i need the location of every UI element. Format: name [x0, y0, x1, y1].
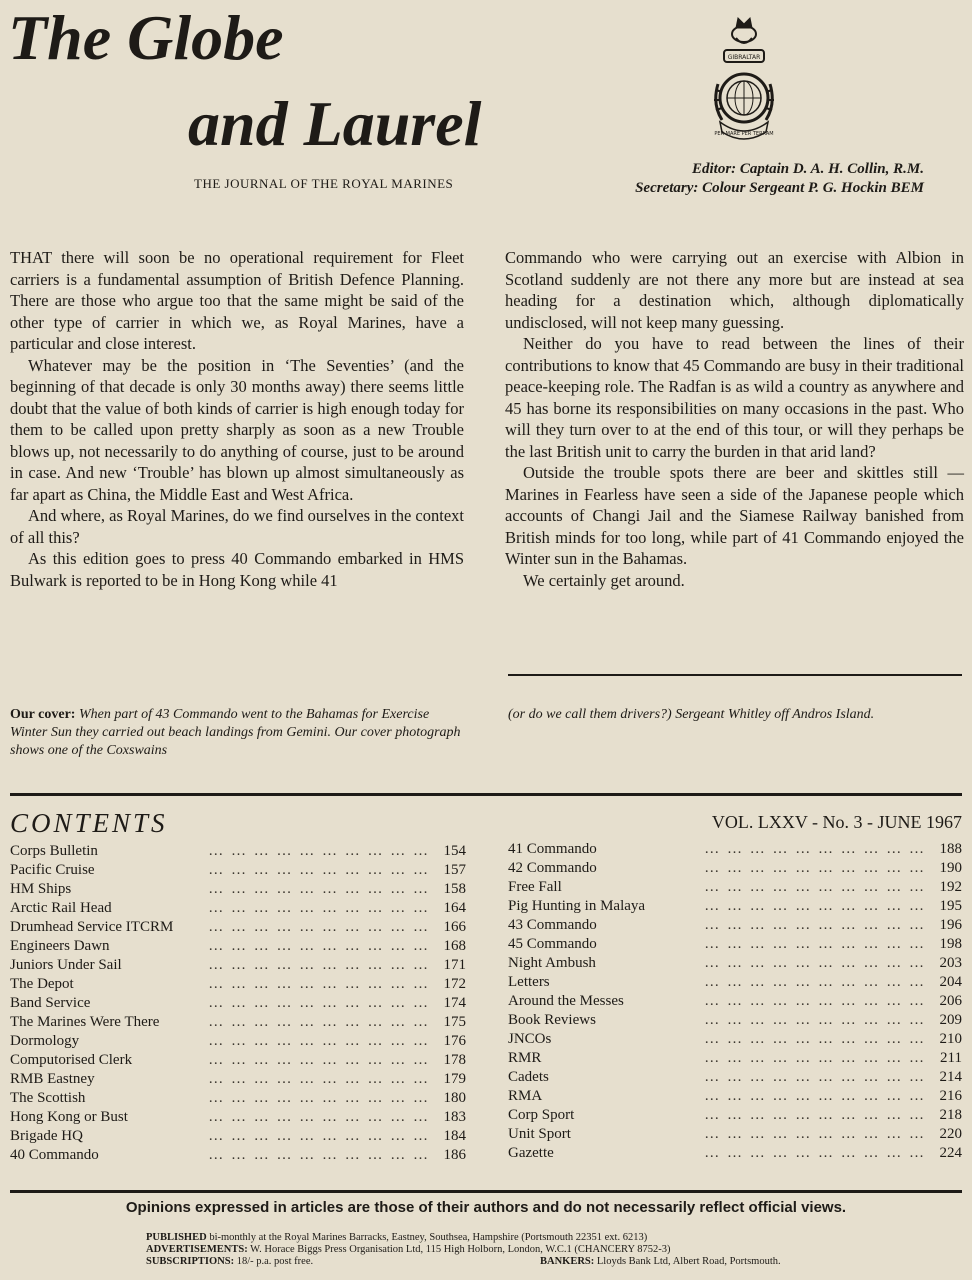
divider-rule: [10, 793, 962, 796]
editorial-paragraph: As this edition goes to press 40 Commando embarked in HMS Bulwark is reported to be in Hong Kong while 41: [10, 549, 464, 590]
contents-leader-dots: … … … … … … … … … …: [704, 1088, 926, 1104]
contents-entry[interactable]: [10, 899, 466, 918]
contents-leader-dots: … … … … … … … … … …: [704, 955, 926, 971]
contents-entry-page: 168: [443, 938, 466, 954]
divider-rule: [508, 674, 962, 676]
contents-entry[interactable]: [508, 973, 962, 992]
masthead-title-line2: and Laurel: [188, 88, 482, 159]
imprint-key: BANKERS:: [540, 1256, 595, 1267]
contents-entry-title: Arctic Rail Head: [10, 900, 116, 916]
contents-entry[interactable]: [10, 918, 466, 937]
contents-entry-page: 224: [939, 1145, 962, 1161]
contents-entry-title: Pacific Cruise: [10, 862, 99, 878]
contents-entry-page: 211: [940, 1050, 962, 1066]
contents-entry-page: 220: [939, 1126, 962, 1142]
contents-entry-title: Juniors Under Sail: [10, 957, 126, 973]
imprint-subscriptions: [146, 1256, 313, 1268]
contents-list-right: [508, 840, 962, 1163]
contents-entry[interactable]: [508, 916, 962, 935]
contents-entry[interactable]: [10, 975, 466, 994]
contents-leader-dots: … … … … … … … … … …: [208, 919, 430, 935]
contents-entry-title: The Scottish: [10, 1090, 89, 1106]
contents-leader-dots: … … … … … … … … … …: [704, 917, 926, 933]
imprint-value: bi-monthly at the Royal Marines Barracks, Eastney, Southsea, Hampshire (Portsmouth 22351 ext. 6213): [209, 1232, 648, 1243]
contents-entry-title: Dormology: [10, 1033, 83, 1049]
imprint-advertisements: [146, 1244, 671, 1256]
contents-entry[interactable]: [10, 1032, 466, 1051]
royal-marines-crest-icon: [706, 14, 782, 150]
contents-entry[interactable]: [10, 880, 466, 899]
editor-credit: Editor: Captain D. A. H. Collin, R.M.: [692, 161, 924, 177]
contents-entry-page: 196: [939, 917, 962, 933]
contents-entry-page: 178: [443, 1052, 466, 1068]
contents-entry-title: Around the Messes: [508, 993, 628, 1009]
contents-entry-title: Pig Hunting in Malaya: [508, 898, 649, 914]
contents-entry[interactable]: [508, 859, 962, 878]
contents-entry[interactable]: [508, 1011, 962, 1030]
contents-entry-page: 158: [443, 881, 466, 897]
contents-leader-dots: … … … … … … … … … …: [208, 1147, 430, 1163]
contents-entry-page: 206: [939, 993, 962, 1009]
contents-entry[interactable]: [508, 840, 962, 859]
contents-entry-page: 180: [443, 1090, 466, 1106]
contents-leader-dots: … … … … … … … … … …: [208, 1071, 430, 1087]
disclaimer-text: Opinions expressed in articles are those of their authors and do not necessarily reflect official views.: [125, 1199, 847, 1216]
contents-entry[interactable]: [508, 1030, 962, 1049]
editorial-paragraph: Commando who were carrying out an exercise with Albion in Scotland suddenly are not there any more but are instead at sea heading for a destination which, although diplomatically undisclosed, will not keep many guessing.: [505, 248, 964, 332]
contents-entry-page: 184: [443, 1128, 466, 1144]
editorial-paragraph: Outside the trouble spots there are beer and skittles still — Marines in Fearless have seen a side of the Japanese people which accounts of Changi Jail and the Siamese Railway banished from British minds for too long, while part of 41 Commando enjoyed the Winter sun in the Bahamas.: [505, 463, 964, 568]
contents-entry[interactable]: [10, 1127, 466, 1146]
contents-entry-title: 45 Commando: [508, 936, 601, 952]
contents-entry-page: 192: [939, 879, 962, 895]
contents-entry[interactable]: [10, 1089, 466, 1108]
contents-leader-dots: … … … … … … … … … …: [704, 1107, 926, 1123]
contents-entry-page: 166: [443, 919, 466, 935]
contents-entry-title: Computorised Clerk: [10, 1052, 136, 1068]
imprint-value: Lloyds Bank Ltd, Albert Road, Portsmouth.: [596, 1256, 781, 1267]
contents-entry-page: 176: [443, 1033, 466, 1049]
contents-entry-title: RMB Eastney: [10, 1071, 99, 1087]
contents-entry[interactable]: [508, 897, 962, 916]
contents-entry-title: Free Fall: [508, 879, 566, 895]
editorial-paragraph: THAT there will soon be no operational requirement for Fleet carriers is a fundamental assumption of British Defence Planning. There are those who argue too that the same might be said of the other type of carrier in which we, as Royal Marines, have a particular and close interest.: [10, 248, 464, 353]
contents-leader-dots: … … … … … … … … … …: [704, 974, 926, 990]
contents-leader-dots: … … … … … … … … … …: [208, 1090, 430, 1106]
contents-entry-page: 209: [939, 1012, 962, 1028]
contents-entry[interactable]: [10, 994, 466, 1013]
contents-entry-page: 175: [443, 1014, 466, 1030]
contents-entry-title: JNCOs: [508, 1031, 555, 1047]
contents-entry-title: 40 Commando: [10, 1147, 103, 1163]
contents-entry[interactable]: [508, 1106, 962, 1125]
contents-entry[interactable]: [10, 842, 466, 861]
contents-entry-page: 190: [939, 860, 962, 876]
contents-entry[interactable]: [508, 954, 962, 973]
contents-entry-page: 216: [939, 1088, 962, 1104]
contents-leader-dots: … … … … … … … … … …: [208, 881, 430, 897]
editorial-paragraph: And where, as Royal Marines, do we find ourselves in the context of all this?: [10, 506, 464, 547]
contents-leader-dots: … … … … … … … … … …: [208, 1052, 430, 1068]
svg-text:PER MARE PER TERRAM: PER MARE PER TERRAM: [714, 131, 774, 137]
contents-entry-title: Letters: [508, 974, 554, 990]
contents-entry-title: Hong Kong or Bust: [10, 1109, 132, 1125]
contents-entry[interactable]: [10, 1108, 466, 1127]
contents-entry-title: The Marines Were There: [10, 1014, 163, 1030]
contents-entry-title: Night Ambush: [508, 955, 600, 971]
editorial-column-left: [10, 247, 464, 591]
imprint-value: 18/- p.a. post free.: [236, 1256, 314, 1267]
contents-entry-title: Book Reviews: [508, 1012, 600, 1028]
contents-entry-page: 157: [443, 862, 466, 878]
contents-entry[interactable]: [508, 1068, 962, 1087]
contents-entry-title: Drumhead Service ITCRM: [10, 919, 177, 935]
editorial-credits: [504, 160, 924, 198]
contents-entry-title: Gazette: [508, 1145, 558, 1161]
contents-entry[interactable]: [508, 1144, 962, 1163]
contents-leader-dots: … … … … … … … … … …: [704, 1050, 926, 1066]
contents-entry-page: 174: [443, 995, 466, 1011]
contents-leader-dots: … … … … … … … … … …: [704, 1012, 926, 1028]
contents-leader-dots: … … … … … … … … … …: [208, 1033, 430, 1049]
cover-caption-text: When part of 43 Commando went to the Bahamas for Exercise Winter Sun they carried out beach landings from Gemini. Our cover photograph shows one of the Coxswains: [10, 707, 461, 758]
contents-entry[interactable]: [10, 937, 466, 956]
journal-subtitle: THE JOURNAL OF THE ROYAL MARINES: [194, 176, 454, 191]
contents-entry-page: 195: [939, 898, 962, 914]
contents-entry-page: 188: [939, 841, 962, 857]
contents-list-left: [10, 842, 466, 1165]
contents-leader-dots: … … … … … … … … … …: [208, 900, 430, 916]
divider-rule: [10, 1190, 962, 1193]
contents-leader-dots: … … … … … … … … … …: [208, 938, 430, 954]
contents-entry[interactable]: [10, 1013, 466, 1032]
contents-entry-page: 203: [939, 955, 962, 971]
contents-leader-dots: … … … … … … … … … …: [704, 898, 926, 914]
contents-entry-page: 204: [939, 974, 962, 990]
contents-entry-page: 183: [443, 1109, 466, 1125]
contents-entry-title: RMR: [508, 1050, 545, 1066]
contents-entry-page: 171: [443, 957, 466, 973]
contents-entry-page: 154: [443, 843, 466, 859]
editorial-paragraph: Neither do you have to read between the lines of their contributions to know that 45 Commando are busy in their traditional peace-keeping role. The Radfan is as wild a country as anywhere and 45 has borne its responsibilities on many occasions in the past. Who will they turn over to at the end of this tour, or will they perhaps be the last British unit to carry the burden in that arid land?: [505, 334, 964, 461]
contents-entry-title: The Depot: [10, 976, 78, 992]
cover-caption-left: [10, 706, 466, 760]
contents-entry[interactable]: [508, 935, 962, 954]
contents-entry-page: 218: [939, 1107, 962, 1123]
contents-entry[interactable]: [508, 1087, 962, 1106]
secretary-credit: Secretary: Colour Sergeant P. G. Hockin BEM: [635, 180, 924, 196]
contents-entry-page: 179: [443, 1071, 466, 1087]
contents-entry-page: 210: [939, 1031, 962, 1047]
contents-leader-dots: … … … … … … … … … …: [704, 1126, 926, 1142]
contents-leader-dots: … … … … … … … … … …: [208, 1109, 430, 1125]
contents-leader-dots: … … … … … … … … … …: [208, 862, 430, 878]
contents-leader-dots: … … … … … … … … … …: [704, 879, 926, 895]
contents-leader-dots: … … … … … … … … … …: [704, 860, 926, 876]
contents-entry-title: 42 Commando: [508, 860, 601, 876]
contents-entry-title: HM Ships: [10, 881, 75, 897]
contents-entry-title: Engineers Dawn: [10, 938, 114, 954]
imprint-published: [146, 1232, 647, 1244]
imprint-key: ADVERTISEMENTS:: [146, 1244, 248, 1255]
contents-entry-page: 198: [939, 936, 962, 952]
contents-entry[interactable]: [508, 878, 962, 897]
contents-entry-page: 186: [443, 1147, 466, 1163]
contents-entry-page: 214: [939, 1069, 962, 1085]
contents-entry-title: Unit Sport: [508, 1126, 575, 1142]
editorial-paragraph: We certainly get around.: [523, 570, 685, 590]
cover-caption-lead: Our cover:: [10, 707, 76, 722]
imprint-key: PUBLISHED: [146, 1232, 207, 1243]
contents-entry-page: 164: [443, 900, 466, 916]
contents-entry-title: Brigade HQ: [10, 1128, 87, 1144]
contents-entry-title: 43 Commando: [508, 917, 601, 933]
contents-entry-title: RMA: [508, 1088, 546, 1104]
contents-entry[interactable]: [10, 956, 466, 975]
contents-entry[interactable]: [10, 1070, 466, 1089]
contents-leader-dots: … … … … … … … … … …: [208, 843, 430, 859]
contents-entry[interactable]: [10, 1051, 466, 1070]
contents-leader-dots: … … … … … … … … … …: [704, 1031, 926, 1047]
contents-entry-title: Corps Bulletin: [10, 843, 102, 859]
contents-leader-dots: … … … … … … … … … …: [208, 1014, 430, 1030]
contents-entry[interactable]: [508, 992, 962, 1011]
contents-leader-dots: … … … … … … … … … …: [704, 993, 926, 1009]
masthead-title-line1: The Globe: [8, 2, 284, 73]
contents-leader-dots: … … … … … … … … … …: [704, 1145, 926, 1161]
contents-leader-dots: … … … … … … … … … …: [208, 957, 430, 973]
contents-entry-page: 172: [443, 976, 466, 992]
volume-info: VOL. LXXV - No. 3 - JUNE 1967: [711, 812, 962, 832]
editorial-column-right: [505, 247, 964, 591]
contents-leader-dots: … … … … … … … … … …: [208, 976, 430, 992]
imprint-value: W. Horace Biggs Press Organisation Ltd, 115 High Holborn, London, W.C.1 (CHANCERY 8752-3): [250, 1244, 671, 1255]
contents-entry-title: Band Service: [10, 995, 94, 1011]
contents-leader-dots: … … … … … … … … … …: [208, 1128, 430, 1144]
contents-entry[interactable]: [508, 1049, 962, 1068]
imprint-key: SUBSCRIPTIONS:: [146, 1256, 235, 1267]
contents-entry[interactable]: [10, 861, 466, 880]
editorial-paragraph: Whatever may be the position in ‘The Seventies’ (and the beginning of that decade is only 30 months away) there seems little doubt that the value of both kinds of carrier is high enough today for them to be called upon pretty sharply as soon as a new Trouble blows up, not necessarily to do anything of course, just to be around in case. And new ‘Trouble’ has blown up almost simultaneously as far apart as China, the Middle East and West Africa.: [10, 355, 464, 504]
contents-leader-dots: … … … … … … … … … …: [704, 936, 926, 952]
svg-text:GIBRALTAR: GIBRALTAR: [727, 54, 761, 61]
imprint-bankers: [540, 1256, 781, 1268]
contents-leader-dots: … … … … … … … … … …: [704, 1069, 926, 1085]
contents-leader-dots: … … … … … … … … … …: [208, 995, 430, 1011]
cover-caption-right: (or do we call them drivers?) Sergeant Whitley off Andros Island.: [508, 707, 875, 722]
contents-entry-title: Corp Sport: [508, 1107, 578, 1123]
contents-heading: CONTENTS: [10, 808, 168, 838]
contents-leader-dots: … … … … … … … … … …: [704, 841, 926, 857]
contents-entry[interactable]: [10, 1146, 466, 1165]
contents-entry[interactable]: [508, 1125, 962, 1144]
contents-entry-title: Cadets: [508, 1069, 553, 1085]
contents-entry-title: 41 Commando: [508, 841, 601, 857]
